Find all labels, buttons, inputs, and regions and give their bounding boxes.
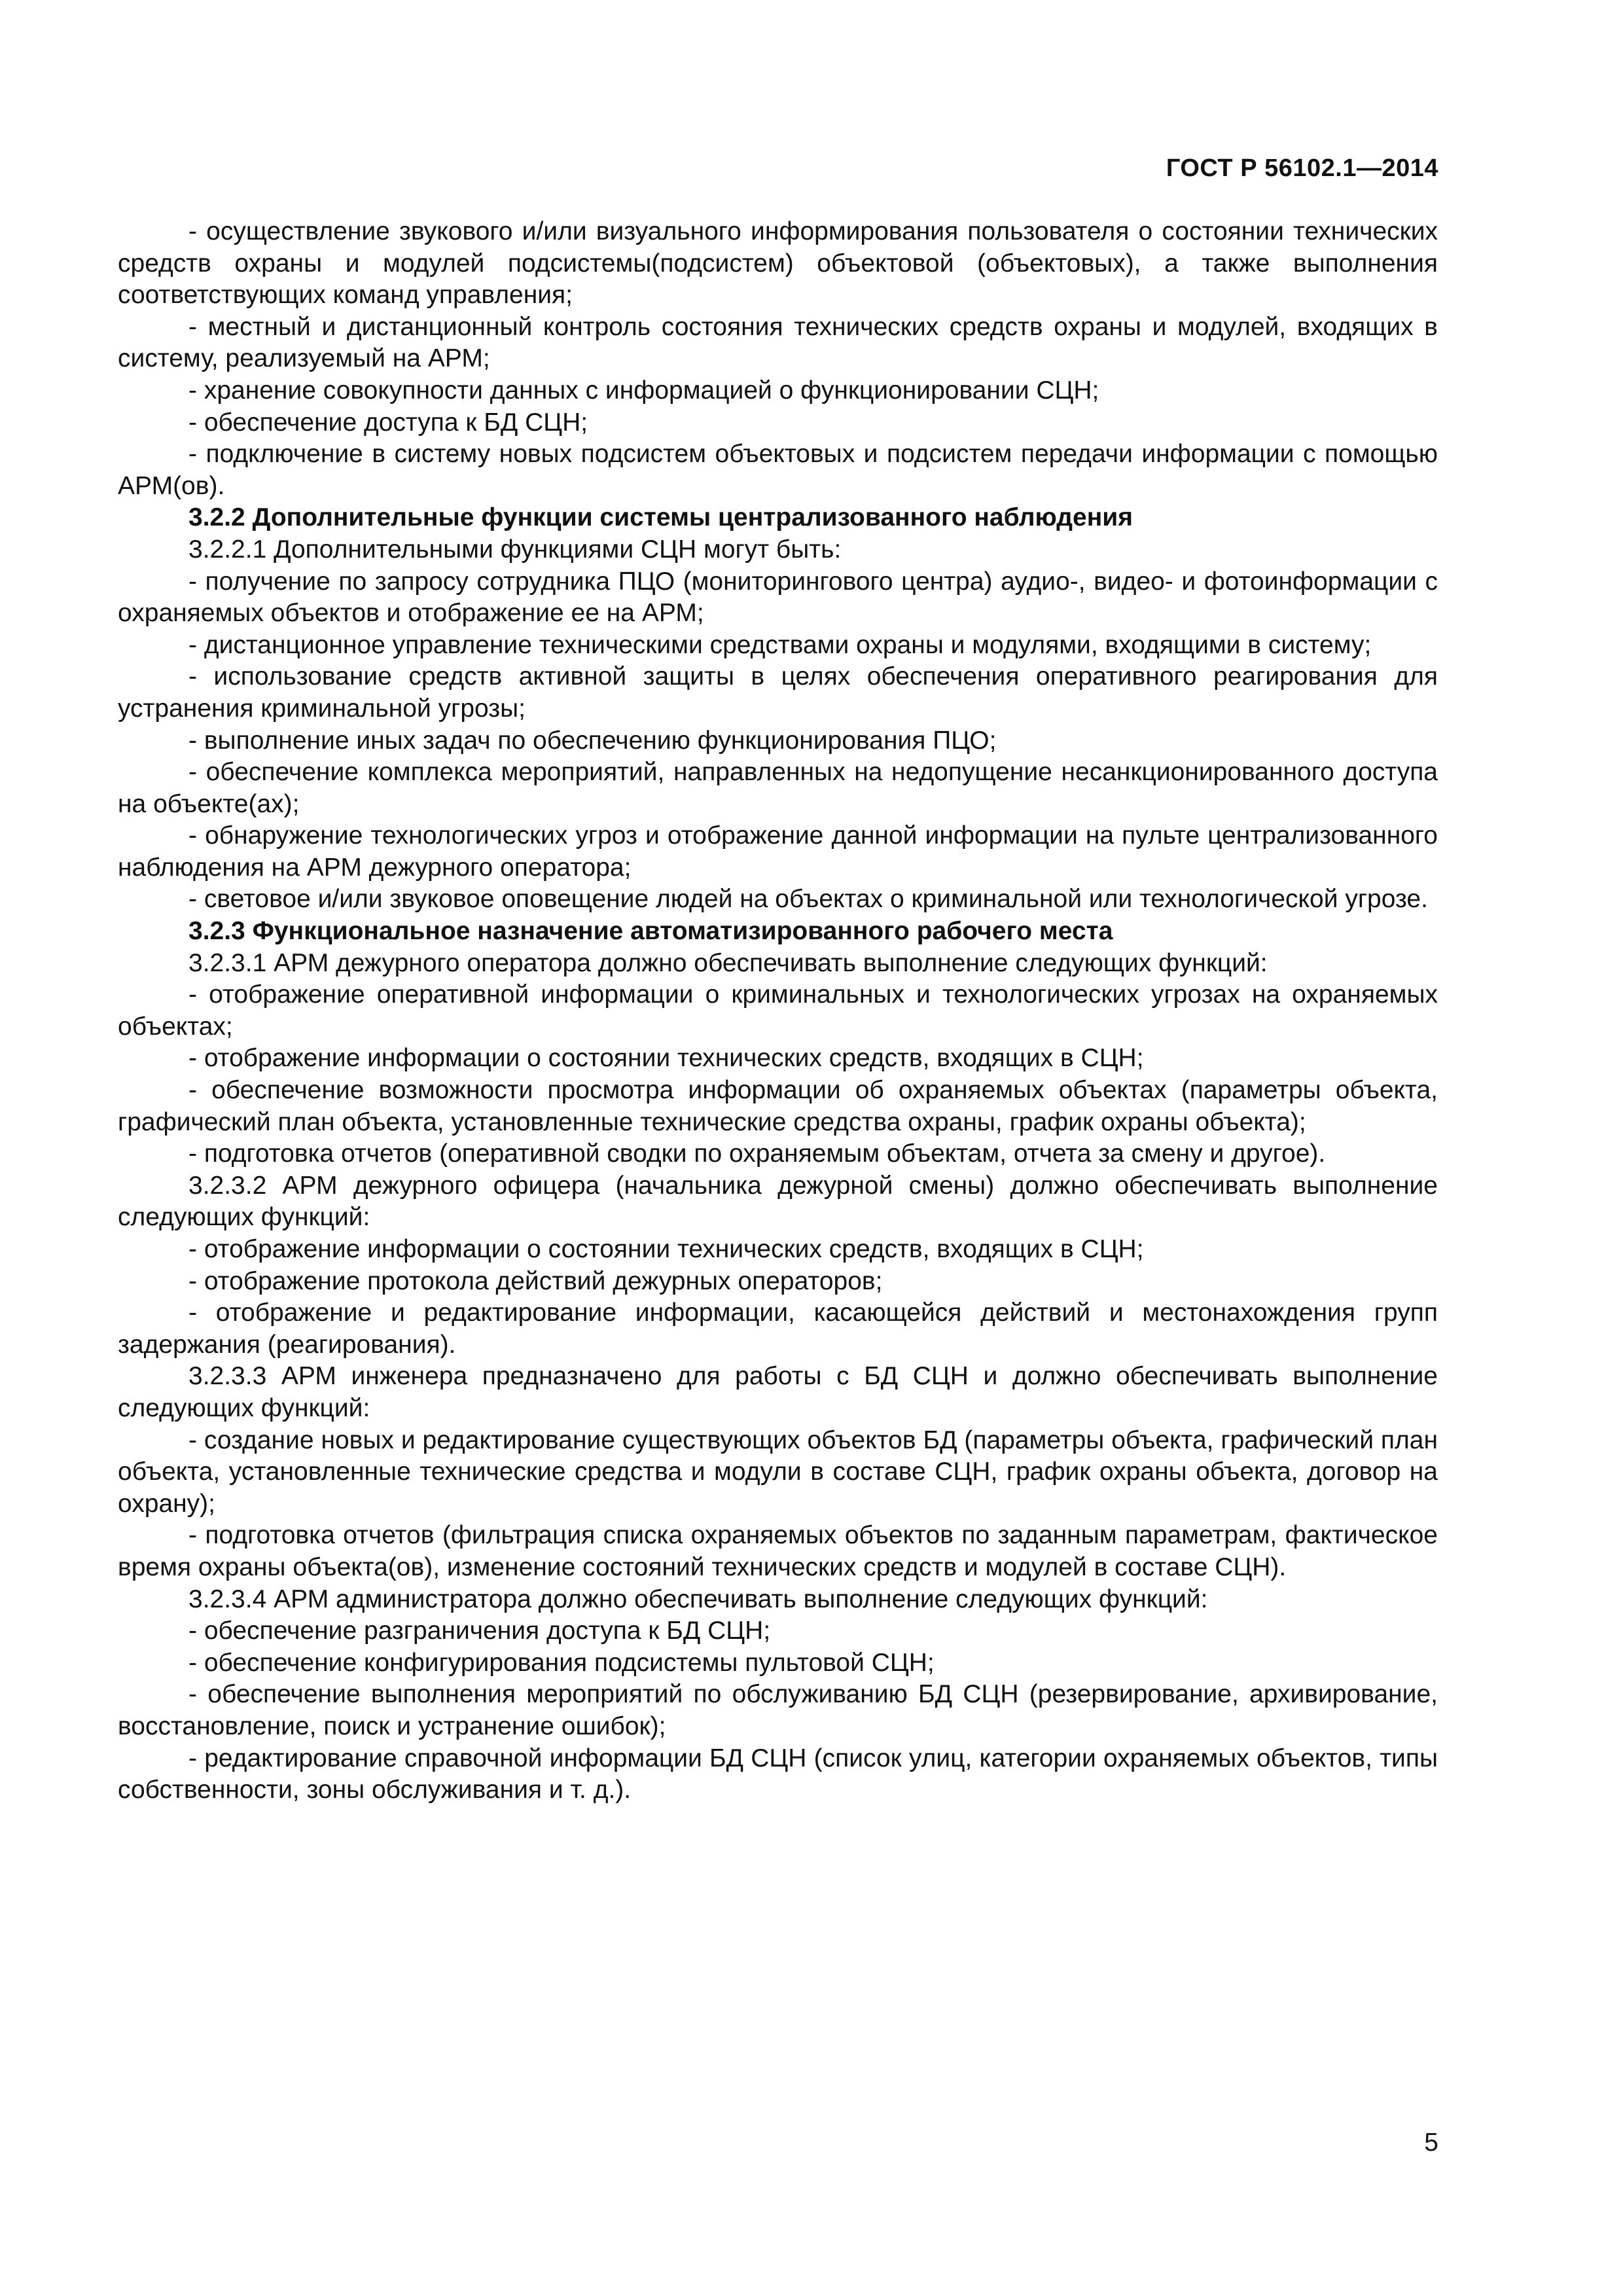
paragraph: - подготовка отчетов (оперативной сводки по охраняемым объектам, отчета за смену и другое). (188, 1139, 1326, 1168)
paragraph: - отображение оперативной информации о криминальных и технологических угрозах на охраняемых объектах; (118, 980, 1438, 1041)
paragraph: 3.2.2.1 Дополнительными функциями СЦН могут быть: (188, 535, 842, 564)
paragraph: - хранение совокупности данных с информацией о функционировании СЦН; (188, 376, 1099, 404)
paragraph: - отображение информации о состоянии технических средств, входящих в СЦН; (188, 1235, 1144, 1263)
paragraph: - обнаружение технологических угроз и отображение данной информации на пульте централизованного наблюдения на АРМ дежурного оператора; (118, 821, 1438, 882)
paragraph: - получение по запросу сотрудника ПЦО (мониторингового центра) аудио-, видео- и фотоинформации с охраняемых объектов и отображение ее на АРМ; (118, 567, 1438, 628)
paragraph: - отображение протокола действий дежурных операторов; (188, 1266, 883, 1295)
page-number: 5 (1424, 2128, 1438, 2157)
paragraph: - обеспечение возможности просмотра информации об охраняемых объектах (параметры объекта, графический план объекта, установленные технические средства охраны, график охраны объекта); (118, 1076, 1438, 1136)
paragraph: - подключение в систему новых подсистем объектовых и подсистем передачи информации с помощью АРМ(ов). (118, 440, 1438, 500)
paragraph: 3.2.3.4 АРМ администратора должно обеспечивать выполнение следующих функций: (188, 1585, 1208, 1613)
paragraph: - создание новых и редактирование существующих объектов БД (параметры объекта, графический план объекта, установленные технические средства и модули в составе СЦН, график охраны объекта, договор на охрану); (118, 1426, 1438, 1518)
document-body (118, 216, 1438, 1806)
paragraph: 3.2.3.2 АРМ дежурного офицера (начальника дежурной смены) должно обеспечивать выполнение следующих функций: (118, 1171, 1438, 1232)
paragraph: - использование средств активной защиты в целях обеспечения оперативного реагирования для устранения криминальной угрозы; (118, 662, 1438, 723)
section-heading-3-2-3: 3.2.3 Функциональное назначение автоматизированного рабочего места (188, 917, 1113, 946)
paragraph: - обеспечение выполнения мероприятий по обслуживанию БД СЦН (резервирование, архивирование, восстановление, поиск и устранение ошибок); (118, 1680, 1438, 1740)
paragraph: - отображение информации о состоянии технических средств, входящих в СЦН; (188, 1044, 1144, 1073)
paragraph: 3.2.3.3 АРМ инженера предназначено для работы с БД СЦН и должно обеспечивать выполнение следующих функций: (118, 1362, 1438, 1422)
paragraph: - местный и дистанционный контроль состояния технических средств охраны и модулей, входящих в систему, реализуемый на АРМ; (118, 312, 1438, 373)
paragraph: - выполнение иных задач по обеспечению функционирования ПЦО; (188, 726, 997, 755)
paragraph: - редактирование справочной информации БД СЦН (список улиц, категории охраняемых объектов, типы собственности, зоны обслуживания и т. д.). (118, 1744, 1438, 1804)
paragraph: - световое и/или звуковое оповещение людей на объектах о криминальной или технологической угрозе. (188, 885, 1428, 914)
paragraph: - обеспечение разграничения доступа к БД СЦН; (188, 1617, 771, 1645)
paragraph: - дистанционное управление техническими средствами охраны и модулями, входящими в систему; (188, 630, 1372, 659)
document-number-header: ГОСТ Р 56102.1—2014 (1166, 154, 1438, 182)
paragraph: - обеспечение доступа к БД СЦН; (188, 408, 588, 437)
paragraph: - осуществление звукового и/или визуального информирования пользователя о состоянии технических средств охраны и модулей подсистемы(подсистем) объектовой (объектовых), а также выполнения соответствующих команд управления; (118, 217, 1438, 310)
paragraph: - отображение и редактирование информации, касающейся действий и местонахождения групп задержания (реагирования). (118, 1299, 1438, 1359)
paragraph: - обеспечение конфигурирования подсистемы пультовой СЦН; (188, 1648, 935, 1677)
paragraph: - обеспечение комплекса мероприятий, направленных на недопущение несанкционированного доступа на объекте(ах); (118, 758, 1438, 818)
paragraph: - подготовка отчетов (фильтрация списка охраняемых объектов по заданным параметрам, фактическое время охраны объекта(ов), изменение состояний технических средств и модулей в составе СЦН). (118, 1521, 1438, 1581)
section-heading-3-2-2: 3.2.2 Дополнительные функции системы централизованного наблюдения (188, 503, 1133, 532)
paragraph: 3.2.3.1 АРМ дежурного оператора должно обеспечивать выполнение следующих функций: (188, 948, 1268, 977)
